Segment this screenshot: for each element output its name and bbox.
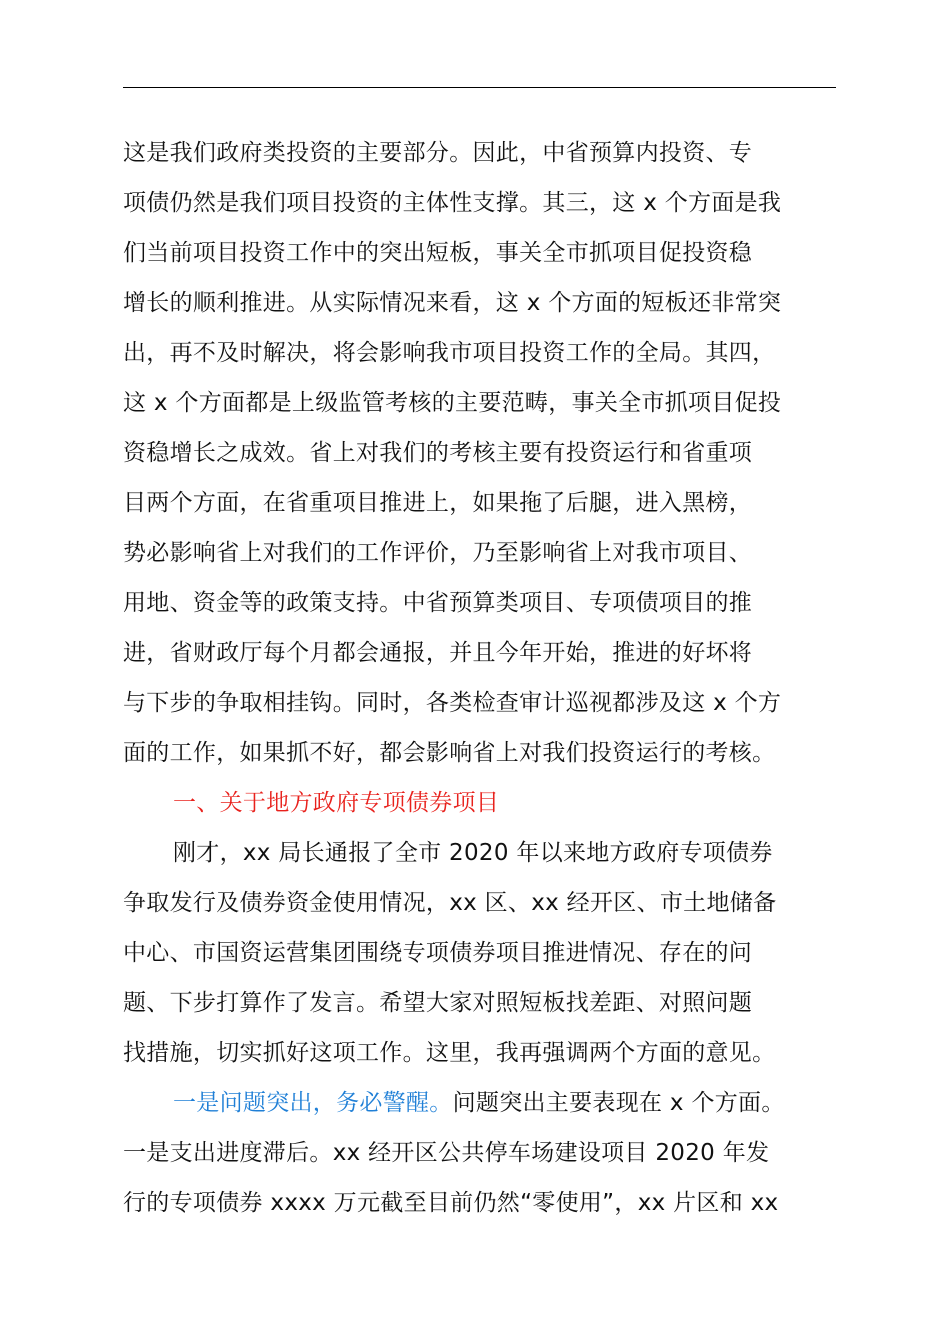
text-line: 资稳增长之成效。省上对我们的考核主要有投资运行和省重项 [123, 440, 753, 466]
text-line: 增长的顺利推进。从实际情况来看，这 x 个方面的短板还非常突 [123, 290, 782, 316]
point-one-line [123, 1078, 836, 1128]
document-body [123, 128, 836, 1228]
text-line: 进，省财政厅每个月都会通报，并且今年开始，推进的好坏将 [123, 640, 753, 666]
header-rule [123, 87, 836, 88]
text-line: 目两个方面，在省重项目推进上，如果拖了后腿，进入黑榜， [123, 490, 753, 516]
text-line: 项债仍然是我们项目投资的主体性支撑。其三，这 x 个方面是我 [123, 190, 782, 216]
text-line: 题、下步打算作了发言。希望大家对照短板找差距、对照问题 [123, 990, 753, 1016]
point-one-lead: 一是问题突出，务必警醒。 [173, 1090, 453, 1116]
point-one-rest: 问题突出主要表现在 x 个方面。 [452, 1090, 785, 1116]
text-line: 争取发行及债券资金使用情况，xx 区、xx 经开区、市土地储备 [123, 890, 777, 916]
section-heading: 一、关于地方政府专项债券项目 [173, 790, 500, 816]
text-line: 们当前项目投资工作中的突出短板，事关全市抓项目促投资稳 [123, 240, 753, 266]
text-line: 一是支出进度滞后。xx 经开区公共停车场建设项目 2020 年发 [123, 1140, 770, 1166]
text-line: 出，再不及时解决，将会影响我市项目投资工作的全局。其四， [123, 340, 776, 366]
text-line: 用地、资金等的政策支持。中省预算类项目、专项债项目的推 [123, 590, 753, 616]
text-line: 势必影响省上对我们的工作评价，乃至影响省上对我市项目、 [123, 540, 753, 566]
text-line: 行的专项债券 xxxx 万元截至目前仍然“零使用”，xx 片区和 xx [123, 1190, 779, 1216]
text-line: 这 x 个方面都是上级监管考核的主要范畴，事关全市抓项目促投 [123, 390, 782, 416]
text-line: 中心、市国资运营集团围绕专项债券项目推进情况、存在的问 [123, 940, 753, 966]
text-line: 面的工作，如果抓不好，都会影响省上对我们投资运行的考核。 [123, 740, 776, 766]
text-line: 这是我们政府类投资的主要部分。因此，中省预算内投资、专 [123, 140, 753, 166]
text-line: 刚才，xx 局长通报了全市 2020 年以来地方政府专项债券 [173, 840, 773, 866]
text-line: 找措施，切实抓好这项工作。这里，我再强调两个方面的意见。 [123, 1040, 776, 1066]
text-line: 与下步的争取相挂钩。同时，各类检查审计巡视都涉及这 x 个方 [123, 690, 782, 716]
